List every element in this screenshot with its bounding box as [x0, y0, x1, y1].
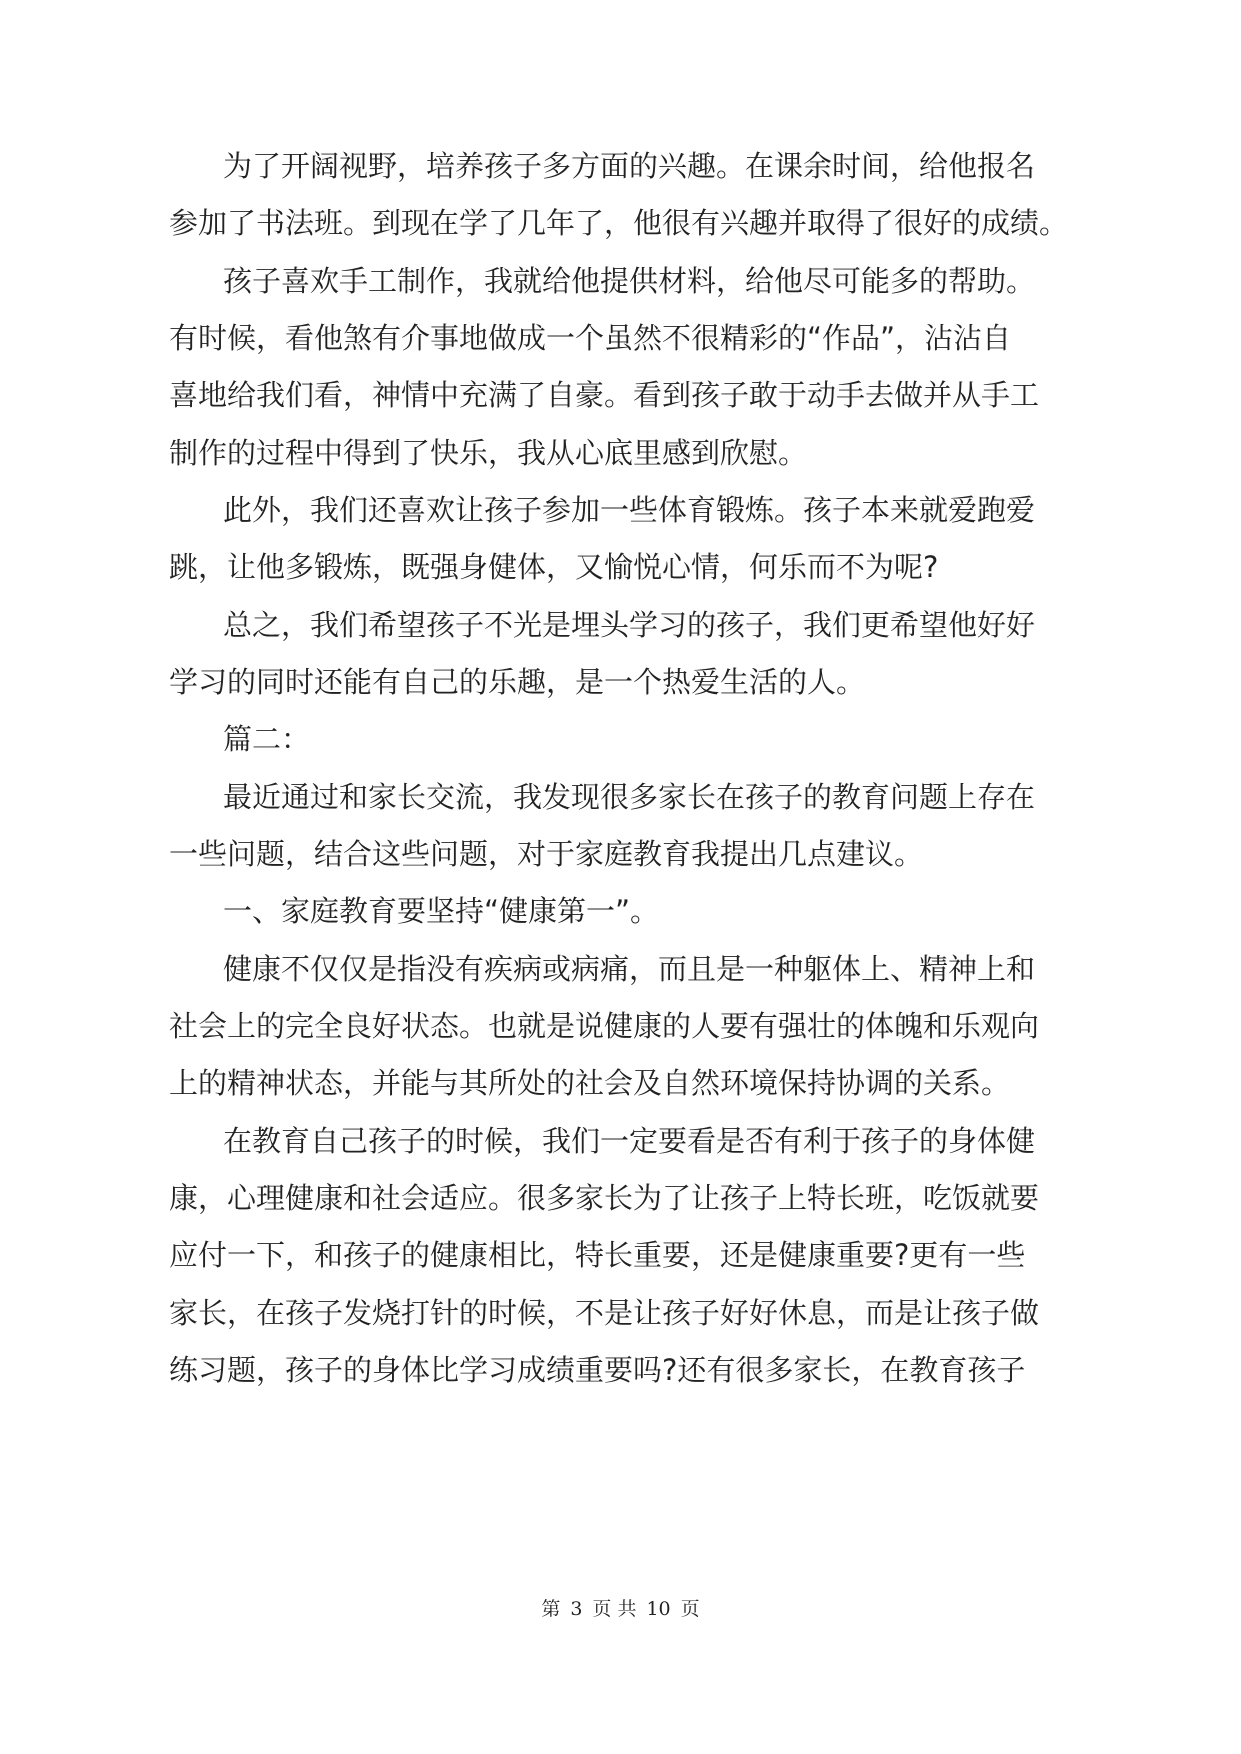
text-line: 孩子喜欢手工制作，我就给他提供材料，给他尽可能多的帮助。 — [223, 264, 1036, 298]
page-footer — [0, 1597, 1241, 1621]
text-line: 喜地给我们看，神情中充满了自豪。看到孩子敢于动手去做并从手工 — [169, 378, 1040, 412]
text-line: 一些问题，结合这些问题，对于家庭教育我提出几点建议。 — [169, 837, 924, 871]
section-heading: 篇二： — [223, 722, 311, 756]
text-line: 练习题，孩子的身体比学习成绩重要吗?还有很多家长，在教育孩子 — [169, 1353, 1026, 1387]
text-line: 制作的过程中得到了快乐，我从心底里感到欣慰。 — [169, 436, 808, 470]
text-line: 学习的同时还能有自己的乐趣，是一个热爱生活的人。 — [169, 665, 866, 699]
text-line: 总之，我们希望孩子不光是埋头学习的孩子，我们更希望他好好 — [223, 608, 1036, 642]
footer-total-pages: 10 — [646, 1598, 671, 1620]
text-line: 上的精神状态，并能与其所处的社会及自然环境保持协调的关系。 — [169, 1066, 1011, 1100]
footer-suffix: 页 — [680, 1598, 700, 1620]
footer-prefix: 第 — [541, 1598, 561, 1620]
text-line: 康，心理健康和社会适应。很多家长为了让孩子上特长班，吃饭就要 — [169, 1181, 1040, 1215]
text-line: 此外，我们还喜欢让孩子参加一些体育锻炼。孩子本来就爱跑爱 — [223, 493, 1036, 527]
text-line: 健康不仅仅是指没有疾病或病痛，而且是一种躯体上、精神上和 — [223, 952, 1036, 986]
text-line: 在教育自己孩子的时候，我们一定要看是否有利于孩子的身体健 — [223, 1124, 1036, 1158]
footer-middle: 页 共 — [592, 1598, 637, 1620]
text-line: 最近通过和家长交流，我发现很多家长在孩子的教育问题上存在 — [223, 780, 1036, 814]
text-line: 有时候，看他煞有介事地做成一个虽然不很精彩的“作品”，沾沾自 — [169, 321, 1012, 355]
text-line: 应付一下，和孩子的健康相比，特长重要，还是健康重要?更有一些 — [169, 1238, 1026, 1272]
text-line: 跳，让他多锻炼，既强身健体，又愉悦心情，何乐而不为呢? — [169, 550, 939, 584]
text-line: 参加了书法班。到现在学了几年了，他很有兴趣并取得了很好的成绩。 — [169, 206, 1069, 240]
subsection-heading: 一、家庭教育要坚持“健康第一”。 — [223, 894, 660, 928]
text-line: 家长，在孩子发烧打针的时候，不是让孩子好好休息，而是让孩子做 — [169, 1296, 1040, 1330]
text-line: 社会上的完全良好状态。也就是说健康的人要有强壮的体魄和乐观向 — [169, 1009, 1040, 1043]
footer-current-page: 3 — [570, 1598, 583, 1620]
text-line: 为了开阔视野，培养孩子多方面的兴趣。在课余时间，给他报名 — [223, 149, 1036, 183]
